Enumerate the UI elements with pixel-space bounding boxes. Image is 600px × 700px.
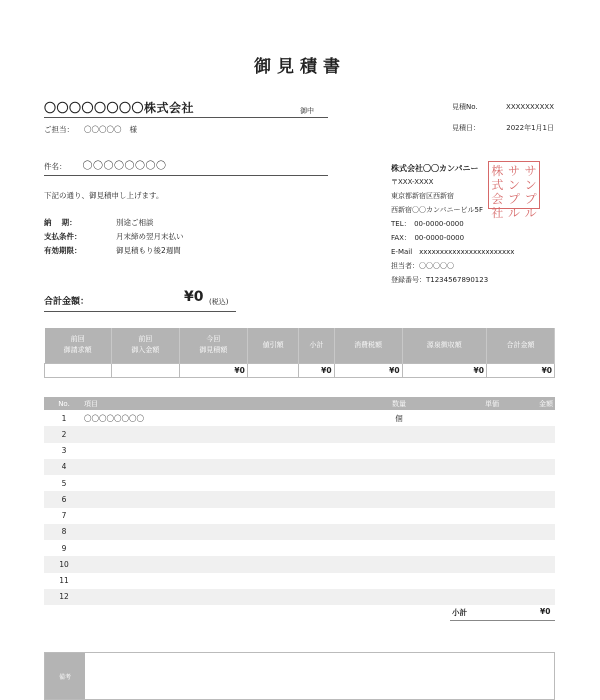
term-value: 月末締め翌月末払い — [116, 232, 184, 241]
stamp-char: ン — [524, 178, 537, 192]
row-unit-price — [424, 459, 499, 475]
row-no: 4 — [44, 459, 84, 475]
subtotal-underline — [450, 620, 555, 621]
row-item — [84, 540, 374, 556]
row-item: 〇〇〇〇〇〇〇〇 — [84, 413, 144, 423]
summary-header-cell — [247, 328, 299, 363]
row-unit-price — [424, 475, 499, 491]
row-unit-price — [424, 589, 499, 605]
items-table — [44, 397, 555, 605]
row-item — [84, 556, 374, 572]
issuer-tel: TEL： 00-0000-0000 — [391, 220, 464, 228]
row-qty — [374, 589, 424, 605]
row-amount — [499, 573, 555, 589]
row-unit-price — [424, 426, 499, 442]
summary-value-cell: ¥0 — [299, 363, 334, 377]
row-amount — [499, 589, 555, 605]
table-row — [44, 475, 555, 491]
header-line: 前回 — [70, 335, 85, 344]
header-unit-price: 単価 — [424, 397, 499, 410]
table-row — [44, 410, 555, 426]
header-line: 御請求額 — [63, 346, 92, 355]
row-no: 3 — [61, 446, 67, 456]
row-qty — [374, 573, 424, 589]
header-qty: 数量 — [374, 397, 424, 410]
row-amount — [499, 475, 555, 491]
summary-header-cell — [402, 328, 486, 363]
row-amount — [499, 540, 555, 556]
row-item — [84, 573, 374, 589]
client-underline — [44, 117, 328, 118]
row-qty — [374, 475, 424, 491]
issuer-registration: 登録番号：T1234567890123 — [391, 276, 489, 284]
summary-value-cell: ¥0 — [486, 363, 554, 377]
summary-header-cell — [111, 328, 179, 363]
summary-header-cell — [486, 328, 554, 363]
summary-value-row — [45, 363, 555, 377]
term-label: 納 期： — [44, 218, 77, 227]
row-unit-price — [424, 524, 499, 540]
row-unit-price — [424, 508, 499, 524]
subject — [44, 157, 167, 172]
row-amount — [499, 426, 555, 442]
subject-label: 件名： — [44, 162, 67, 171]
contact-name: 〇〇〇〇〇 — [84, 125, 122, 134]
table-row — [44, 508, 555, 524]
header-amount: 金額 — [499, 397, 555, 410]
subtotal-label: 小計 — [452, 608, 467, 617]
summary-header-cell — [45, 328, 112, 363]
header-no: No. — [44, 397, 84, 410]
row-amount — [499, 443, 555, 459]
row-no: 6 — [44, 491, 84, 507]
header-line: 前回 — [138, 335, 153, 344]
row-unit-price — [424, 573, 499, 589]
table-row — [44, 459, 555, 475]
issuer-postal: 〒XXX-XXXX — [391, 178, 434, 186]
table-row — [44, 589, 555, 605]
stamp-char: プ — [507, 192, 520, 206]
row-no: 11 — [59, 576, 69, 586]
summary-table — [44, 328, 555, 378]
stamp-char: プ — [524, 192, 537, 206]
row-qty — [374, 459, 424, 475]
summary-header-row — [45, 328, 555, 363]
table-row — [44, 573, 555, 589]
stamp-char: ル — [507, 206, 520, 220]
row-qty — [374, 540, 424, 556]
term-validity — [44, 245, 181, 256]
subject-value: 〇〇〇〇〇〇〇〇 — [82, 161, 167, 172]
row-no: 7 — [61, 511, 67, 521]
items-header-row — [44, 397, 555, 410]
table-row — [44, 491, 555, 507]
remarks-box — [44, 652, 555, 700]
summary-header-cell — [299, 328, 334, 363]
header-line: 値引額 — [262, 340, 284, 349]
table-row — [44, 524, 555, 540]
term-value: 別途ご相談 — [116, 218, 154, 227]
row-amount — [499, 491, 555, 507]
document-title: 御見積書 — [254, 57, 346, 77]
issuer-email: E-Mail xxxxxxxxxxxxxxxxxxxxxxx — [391, 248, 515, 256]
stamp-char: ル — [524, 206, 537, 220]
header-line: 小計 — [309, 340, 324, 349]
intro-text: 下記の通り、御見積申し上げます。 — [44, 191, 164, 200]
contact-honorific: 様 — [129, 125, 137, 134]
row-item — [84, 508, 374, 524]
stamp-char: 会 — [491, 192, 504, 206]
client-contact — [44, 124, 137, 135]
table-row — [44, 426, 555, 442]
term-label: 有効期限： — [44, 246, 82, 255]
issuer-company: 株式会社〇〇カンパニー — [391, 164, 479, 173]
issuer-address2: 西新宿〇〇カンパニービル5F — [391, 206, 483, 214]
total-underline — [44, 311, 236, 312]
row-no: 8 — [44, 524, 84, 540]
summary-value-cell — [111, 363, 179, 377]
row-no: 1 — [61, 413, 67, 423]
summary-value-cell — [45, 363, 112, 377]
summary-value-cell: ¥0 — [179, 363, 247, 377]
remarks-label: 備考 — [45, 653, 85, 699]
issuer-address1: 東京都新宿区西新宿 — [391, 192, 454, 200]
total-tax-note: (税込) — [209, 298, 229, 306]
issuer-fax: FAX： 00-0000-0000 — [391, 234, 465, 242]
row-no: 2 — [44, 426, 84, 442]
row-qty — [374, 556, 424, 572]
row-amount — [499, 508, 555, 524]
row-qty: 個 — [395, 413, 403, 423]
stamp-char: ン — [507, 178, 520, 192]
row-item — [84, 524, 374, 540]
row-qty — [374, 524, 424, 540]
summary-header-cell — [334, 328, 402, 363]
estimate-date — [452, 123, 554, 133]
subtotal-value: ¥0 — [540, 607, 551, 616]
stamp-char: 社 — [491, 206, 504, 220]
stamp-char: 株 — [491, 164, 504, 178]
row-unit-price — [424, 540, 499, 556]
row-amount — [499, 459, 555, 475]
summary-header-cell — [179, 328, 247, 363]
table-row — [44, 540, 555, 556]
term-label: 支払条件： — [44, 232, 82, 241]
row-unit-price — [424, 556, 499, 572]
subject-underline — [44, 175, 328, 176]
estimate-date-label: 見積日： — [452, 124, 480, 132]
issuer-person: 担当者：〇〇〇〇〇 — [391, 262, 454, 270]
table-row — [44, 443, 555, 459]
client-name: 〇〇〇〇〇〇〇〇株式会社 — [44, 101, 195, 115]
term-value: 御見積もり後2週間 — [116, 246, 181, 255]
header-item: 項目 — [84, 397, 374, 410]
row-no: 5 — [61, 478, 67, 488]
row-item — [84, 459, 374, 475]
row-unit-price — [424, 410, 499, 426]
row-amount — [499, 524, 555, 540]
row-item — [84, 491, 374, 507]
row-unit-price — [424, 443, 499, 459]
row-qty — [374, 508, 424, 524]
row-qty — [374, 443, 424, 459]
table-row — [44, 556, 555, 572]
term-payment — [44, 231, 184, 242]
row-no: 9 — [61, 543, 67, 553]
row-unit-price — [424, 491, 499, 507]
row-qty — [374, 491, 424, 507]
header-line: 源泉徴収額 — [426, 340, 462, 349]
company-seal-stamp — [488, 161, 540, 220]
summary-value-cell: ¥0 — [334, 363, 402, 377]
header-line: 御入金額 — [131, 346, 160, 355]
total-label: 合計金額： — [44, 297, 90, 307]
estimate-number-value: XXXXXXXXXX — [506, 103, 554, 111]
header-line: 御見積額 — [199, 346, 228, 355]
header-line: 今回 — [206, 335, 221, 344]
row-no: 10 — [44, 556, 84, 572]
row-item — [84, 443, 374, 459]
stamp-char: 式 — [491, 178, 504, 192]
row-amount — [499, 410, 555, 426]
stamp-char: サ — [507, 164, 520, 178]
estimate-number — [452, 102, 554, 112]
term-delivery — [44, 217, 154, 228]
row-qty — [374, 426, 424, 442]
row-item — [84, 426, 374, 442]
estimate-number-label: 見積No. — [452, 103, 478, 111]
total-value: ¥0 — [184, 289, 204, 305]
client-honorific: 御中 — [300, 107, 314, 115]
row-amount — [499, 556, 555, 572]
summary-value-cell: ¥0 — [402, 363, 486, 377]
row-item — [84, 475, 374, 491]
row-item — [84, 589, 374, 605]
contact-label: ご担当： — [44, 125, 74, 134]
header-line: 合計金額 — [506, 340, 535, 349]
row-no: 12 — [44, 589, 84, 605]
summary-value-cell — [247, 363, 299, 377]
stamp-char: サ — [524, 164, 537, 178]
header-line: 消費税額 — [354, 340, 383, 349]
estimate-date-value: 2022年1月1日 — [506, 124, 554, 132]
